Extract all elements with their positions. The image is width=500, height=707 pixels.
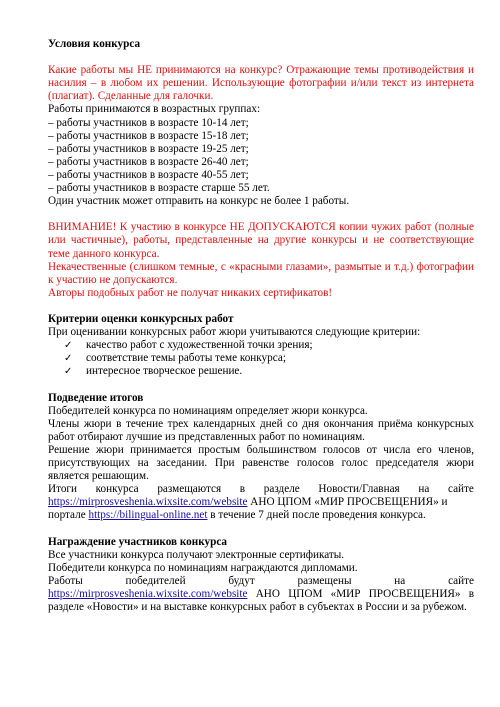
checkmark-icon: ✓ <box>64 340 73 352</box>
attention-note: ВНИМАНИЕ! К участию в конкурсе НЕ ДОПУСКАЮТСЯ копии чужих работ (полные или частичные), работы, представленные на другие конкурсы и не соответствующие теме данного конкурса. <box>48 221 474 260</box>
awards-publish-line: Работы победителей будут размещены на сайте <box>48 574 474 587</box>
results-publish-line: Итоги конкурса размещаются в разделе Новости/Главная на сайте <box>48 483 474 496</box>
awards-certificates: Все участники конкурса получают электронные сертификаты. <box>48 548 345 561</box>
criteria-intro: При оценивании конкурсных работ жюри учитываются следующие критерии: <box>48 326 421 339</box>
results-publish-rest: https://mirprosveshenia.wixsite.com/website АНО ЦПОМ «МИР ПРОСВЕЩЕНИЯ» и порталe https://bilingual-online.net в течение 7 дней после проведения конкурса. <box>48 496 448 522</box>
age-groups-list <box>48 117 474 196</box>
checkmark-icon: ✓ <box>64 353 73 365</box>
awards-diplomas: Победители конкурса по номинациям награждаются дипломами. <box>48 561 358 574</box>
awards-heading: Награждение участников конкурса <box>48 535 228 548</box>
age-group-item: – работы участников в возрасте 10-14 лет; <box>48 116 249 129</box>
quality-note: Некачественные (слишком темные, с «красными глазами», размытые и т.д.) фотографии к участию не допускаются. <box>48 260 474 286</box>
age-group-item: – работы участников в возрасте 19-25 лет; <box>48 142 249 155</box>
criteria-list <box>48 339 474 378</box>
mirprosveshenia-link[interactable]: https://mirprosveshenia.wixsite.com/website <box>48 587 248 600</box>
age-groups-intro: Работы принимаются в возрастных группах: <box>48 103 261 116</box>
results-voting-rule: Решение жюри принимается простым большинством голосов от числа его членов, присутствующих на заседании. При равенстве голосов голос председателя жюри является решающим. <box>48 443 474 483</box>
criteria-heading: Критерии оценки конкурсных работ <box>48 312 234 325</box>
results-jury-note: Победителей конкурса по номинациям определяет жюри конкурса. <box>48 404 368 417</box>
rejected-works-note: Какие работы мы НЕ принимаются на конкурс? Отражающие темы противодействия и насилия – в любом их решении. Использующие фотографии и/или текст из интернета (плагиат). Сделанные для галочки. <box>48 64 474 103</box>
awards-publish-rest: https://mirprosveshenia.wixsite.com/website АНО ЦПОМ «МИР ПРОСВЕЩЕНИЯ» в разделе «Новости» и на выставке конкурсных работ в субъектах в России и за рубежом. <box>48 587 474 614</box>
bilingual-online-link[interactable]: https://bilingual-online.net <box>88 509 208 522</box>
mirprosveshenia-link[interactable]: https://mirprosveshenia.wixsite.com/website <box>48 496 248 509</box>
criteria-item: ✓ качество работ с художественной точки зрения; <box>64 339 313 352</box>
age-group-item: – работы участников в возрасте 26-40 лет; <box>48 155 249 168</box>
results-jury-selection: Члены жюри в течение трех календарных дней со дня окончания приёма конкурсных работ отбирают лучшие из представленных работ по номинациям. <box>48 417 474 443</box>
submission-limit: Один участник может отправить на конкурс не более 1 работы. <box>48 195 350 208</box>
criteria-item: ✓ соответствие темы работы теме конкурса; <box>64 352 286 365</box>
age-group-item: – работы участников в возрасте 15-18 лет; <box>48 129 249 142</box>
age-group-item: – работы участников в возрасте старше 55 лет. <box>48 182 270 195</box>
results-heading: Подведение итогов <box>48 391 144 404</box>
age-group-item: – работы участников в возрасте 40-55 лет; <box>48 168 249 181</box>
document-page <box>48 38 474 614</box>
checkmark-icon: ✓ <box>64 366 73 378</box>
no-certificate-note: Авторы подобных работ не получат никаких сертификатов! <box>48 286 333 299</box>
criteria-item: ✓ интересное творческое решение. <box>64 365 243 378</box>
conditions-heading: Условия конкурса <box>48 38 141 50</box>
